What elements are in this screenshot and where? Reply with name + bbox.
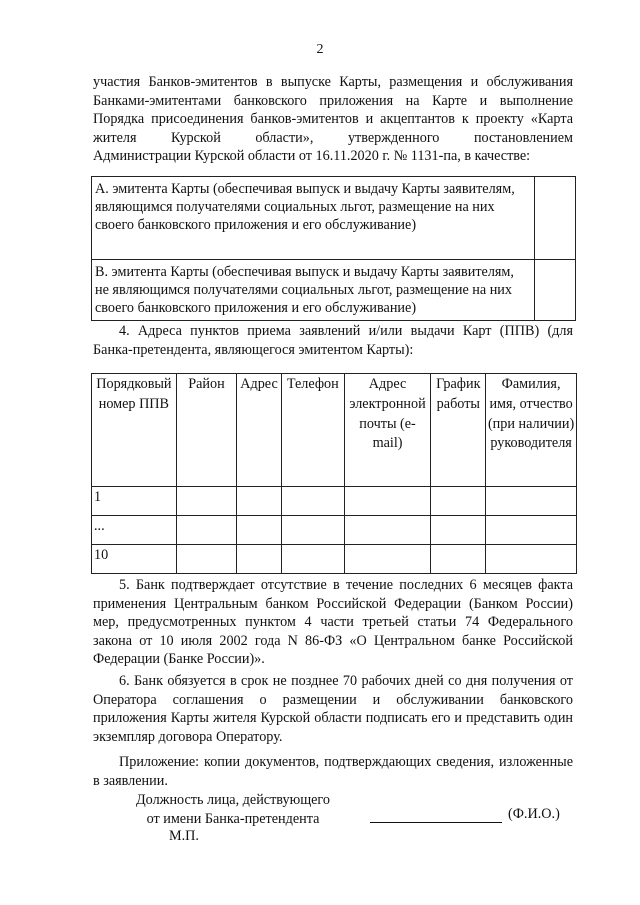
signatory-position-line: от имени Банка-претендента [146,811,320,827]
row-number: ... [92,516,177,545]
table-cell[interactable] [176,545,236,574]
table-cell[interactable] [344,545,431,574]
signatory-position [118,791,348,829]
option-row-a [92,177,576,260]
table-row [92,545,577,574]
table-cell[interactable] [344,516,431,545]
header-address: Адрес [237,374,282,487]
table-cell[interactable] [344,487,431,516]
table-cell[interactable] [486,516,577,545]
issuer-options-table [91,176,576,321]
table-cell[interactable] [281,487,344,516]
stamp-label: М.П. [169,828,199,844]
intro-line: Банками-эмитентами банковского приложения на Карте и выполнение [93,92,573,109]
signatory-position-line: Должность лица, действующего [136,792,330,808]
option-row-b [92,260,576,321]
signature-line[interactable] [370,822,502,823]
intro-line: Порядка присоединения банков-эмитентов и акцептантов к проекту «Карта [93,111,573,128]
page-number: 2 [316,42,324,57]
ppv-header-row [92,374,577,487]
table-cell[interactable] [431,487,486,516]
row-number: 1 [92,487,177,516]
intro-paragraph [93,73,573,166]
section-5-text: 5. Банк подтверждает отсутствие в течение последних 6 месяцев факта применения Центральным банком Российской Федерации (Банком России) мер, предусмотренных пунктом 4 части третьей статьи 74 Федерального закона от 10 июля 2002 года N 86-ФЗ «О Центральном банке Российской Федерации (Банке России)». [93,577,573,668]
table-row [92,487,577,516]
intro-line: участия Банков-эмитентов в выпуске Карты, размещения и обслуживания [93,74,573,90]
fio-label: (Ф.И.О.) [508,806,560,822]
header-ppv-number: Порядковый номер ППВ [92,374,177,487]
header-district: Район [176,374,236,487]
table-cell[interactable] [176,516,236,545]
option-b-text: В. эмитента Карты (обеспечивая выпуск и выдачу Карты заявителям, не являющимся получателями социальных льгот, размещение на них своего банковского приложения и его обслуживание) [92,260,535,321]
header-email: Адрес электронной почты (e-mail) [344,374,431,487]
table-cell[interactable] [431,516,486,545]
table-cell[interactable] [281,545,344,574]
table-cell[interactable] [237,487,282,516]
row-number: 10 [92,545,177,574]
attachment-text: Приложение: копии документов, подтверждающих сведения, изложенные в заявлении. [93,754,573,789]
table-cell[interactable] [486,545,577,574]
intro-line: жителя Курской области», утвержденного постановлением [93,129,573,146]
table-cell[interactable] [237,516,282,545]
header-phone: Телефон [281,374,344,487]
header-manager-name: Фамилия, имя, отчество (при наличии) руководителя [486,374,577,487]
table-cell[interactable] [431,545,486,574]
header-schedule: График работы [431,374,486,487]
table-cell[interactable] [486,487,577,516]
intro-line: Администрации Курской области от 16.11.2020 г. № 1131-па, в качестве: [93,148,531,165]
table-cell[interactable] [281,516,344,545]
section-6-text: 6. Банк обязуется в срок не позднее 70 рабочих дней со дня получения от Оператора соглашения о размещении и обслуживании банковского приложения Карты жителя Курской области подписать его и представить один экземпляр договора Оператору. [93,673,573,745]
section-4-text: 4. Адреса пунктов приема заявлений и/или выдачи Карт (ППВ) (для Банка-претендента, являющегося эмитентом Карты): [93,323,573,358]
option-b-checkbox[interactable] [535,260,576,321]
table-cell[interactable] [237,545,282,574]
option-a-text: А. эмитента Карты (обеспечивая выпуск и выдачу Карты заявителям, являющимся получателями социальных льгот, размещение на них своего банковского приложения и его обслуживание) [92,177,535,260]
table-row [92,516,577,545]
ppv-table [91,373,577,574]
option-a-checkbox[interactable] [535,177,576,260]
table-cell[interactable] [176,487,236,516]
